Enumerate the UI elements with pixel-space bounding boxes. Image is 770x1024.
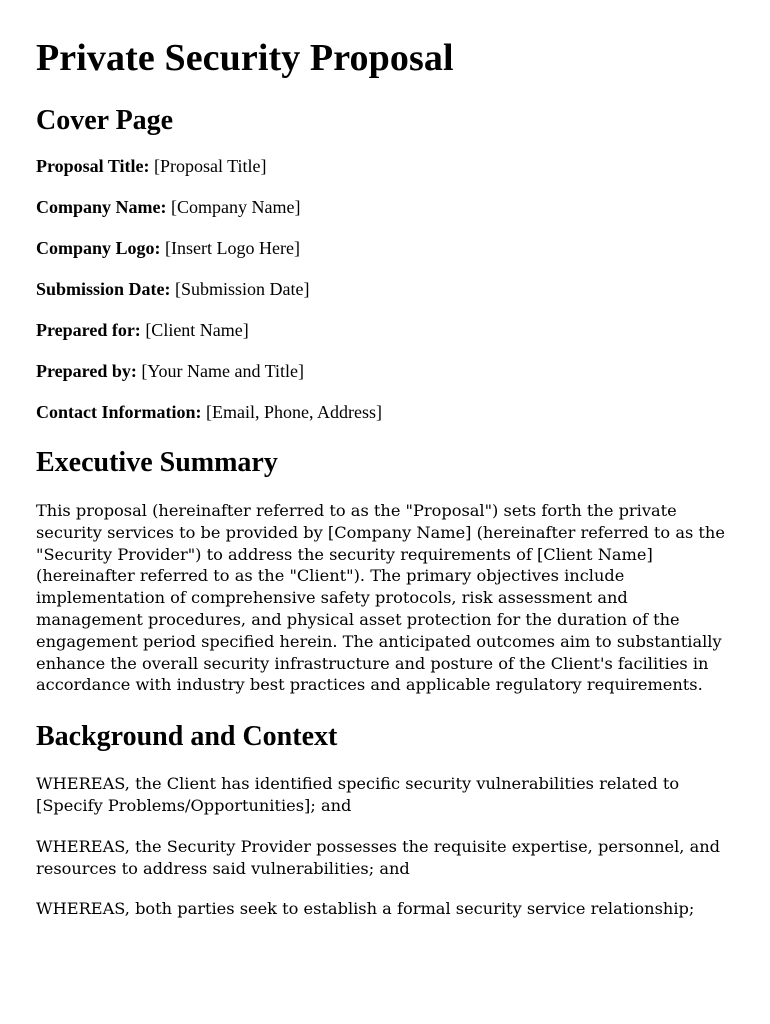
field-value: [Email, Phone, Address]: [205, 402, 382, 422]
field-label: Company Name:: [36, 197, 167, 217]
field-value: [Proposal Title]: [154, 156, 267, 176]
field-label: Prepared by:: [36, 361, 137, 381]
background-heading: Background and Context: [36, 721, 338, 753]
field-label: Prepared for:: [36, 320, 141, 340]
field-value: [Submission Date]: [175, 279, 310, 299]
document-page: [36, 0, 736, 920]
field-prepared-for: [36, 319, 736, 341]
field-label: Submission Date:: [36, 279, 171, 299]
background-paragraph-3: WHEREAS, both parties seek to establish a formal security service relationship;: [36, 899, 695, 919]
field-label: Company Logo:: [36, 238, 161, 258]
field-value: [Your Name and Title]: [141, 361, 305, 381]
field-value: [Insert Logo Here]: [165, 238, 300, 258]
field-contact-information: [36, 401, 736, 423]
background-section: [36, 720, 736, 920]
executive-summary-heading: Executive Summary: [36, 447, 278, 478]
executive-summary-section: [36, 446, 736, 696]
field-label: Contact Information:: [36, 402, 202, 422]
cover-page-heading: Cover Page: [36, 105, 174, 136]
field-submission-date: [36, 278, 736, 300]
field-proposal-title: [36, 155, 736, 177]
background-paragraph-2: WHEREAS, the Security Provider possesses the requisite expertise, personnel, and resources to address said vulnerabilities; and: [36, 836, 721, 878]
background-paragraph-1: WHEREAS, the Client has identified specific security vulnerabilities related to [Specify Problems/Opportunities]; and: [36, 774, 680, 815]
field-company-name: [36, 196, 736, 218]
cover-field-list: [36, 155, 736, 423]
field-company-logo: [36, 237, 736, 259]
field-value: [Company Name]: [171, 197, 301, 217]
document-title: Private Security Proposal: [36, 37, 454, 79]
executive-summary-paragraph: This proposal (hereinafter referred to as the "Proposal") sets forth the private security services to be provided by [Company Name] (hereinafter referred to as the "Security Provider") to address the security requirements of [Client Name] (hereinafter referred to as the "Client"). The primary objectives include implementation of comprehensive safety protocols, risk assessment and management procedures, and physical asset protection for the duration of the engagement period specified herein. The anticipated outcomes aim to substantially enhance the overall security infrastructure and posture of the Client's facilities in accordance with industry best practices and applicable regulatory requirements.: [36, 501, 725, 695]
field-prepared-by: [36, 360, 736, 382]
field-value: [Client Name]: [145, 320, 249, 340]
field-label: Proposal Title:: [36, 156, 150, 176]
cover-page-section: [36, 104, 736, 423]
